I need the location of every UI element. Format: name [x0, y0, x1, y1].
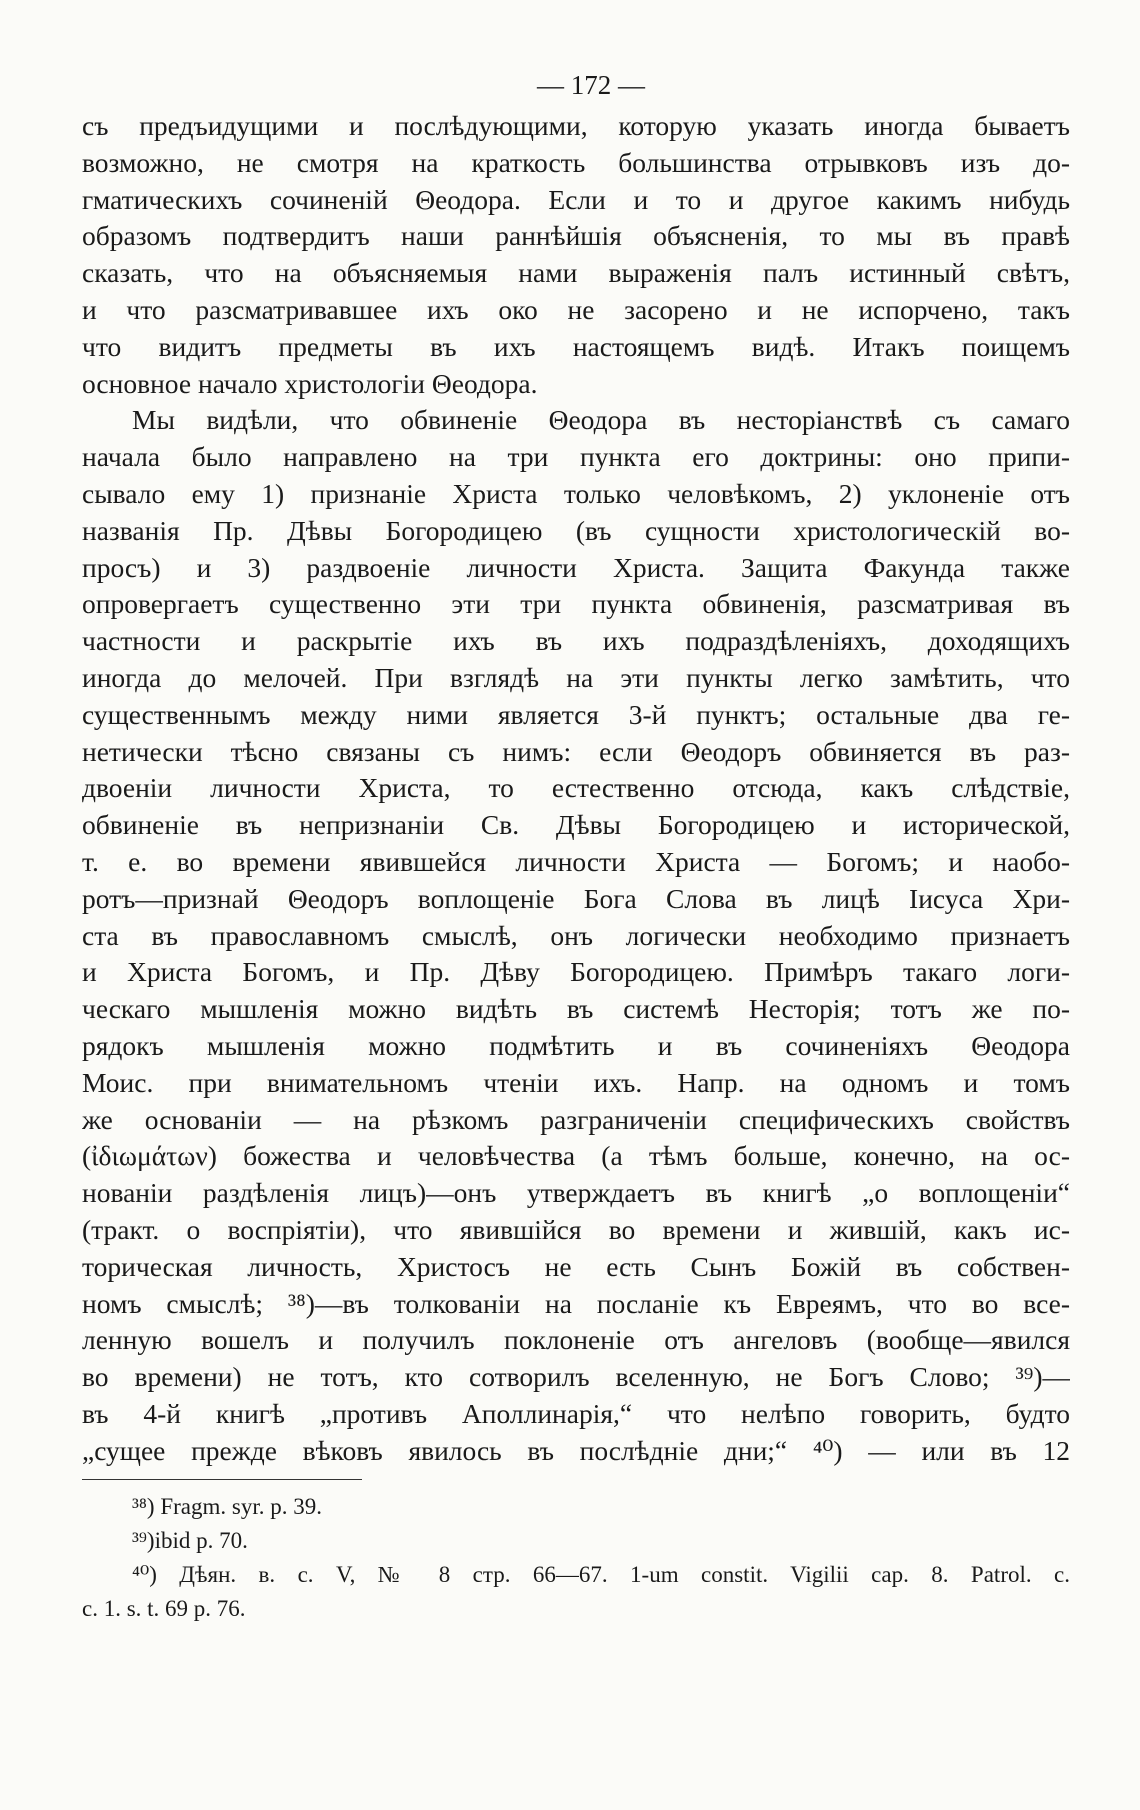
text-line: начала было направлено на три пункта его доктрины: оно припи-: [82, 441, 1070, 473]
text-line: нетически тѣсно связаны съ нимъ: если Θеодоръ обвиняется въ раз-: [82, 735, 1070, 767]
footnote-divider: [82, 1479, 362, 1480]
text-line: Моис. при внимательномъ чтеніи ихъ. Напр. на одномъ и томъ: [82, 1066, 1070, 1098]
text-line: просъ) и 3) раздвоеніе личности Христа. Защита Факунда также: [82, 551, 1070, 583]
text-line: Мы видѣли, что обвиненіе Θеодора въ несторіанствѣ съ самаго: [132, 404, 1070, 436]
text-line: обвиненіе въ непризнаніи Св. Дѣвы Богородицею и исторической,: [82, 809, 1070, 841]
text-line: возможно, не смотря на краткость большинства отрывковъ изъ до-: [82, 146, 1070, 178]
text-line: во времени) не тотъ, кто сотворилъ вселенную, не Богъ Слово; ³⁹)—: [82, 1361, 1070, 1393]
text-line: т. е. во времени явившейся личности Христа — Богомъ; и наобо-: [82, 845, 1070, 877]
text-line: существеннымъ между ними является 3-й пунктъ; остальные два ге-: [82, 698, 1070, 730]
footnotes: [82, 1490, 1070, 1626]
text-line: и что разсматривавшее ихъ око не засорено и не испорчено, такъ: [82, 293, 1070, 325]
text-line: ста въ православномъ смыслѣ, онъ логически необходимо признаетъ: [82, 919, 1070, 951]
text-line: основное начало христологіи Θеодора.: [82, 367, 538, 399]
text-line: названія Пр. Дѣвы Богородицею (въ сущности христологическій во-: [82, 514, 1070, 546]
footnote-line: ⁴⁰) Дѣян. в. с. V, № 8 стр. 66—67. 1-um constit. Vigilii cap. 8. Patrol. c.: [132, 1562, 1070, 1588]
text-line: ленную вошелъ и получилъ поклоненіе отъ ангеловъ (вообще—явился: [82, 1324, 1070, 1356]
text-line: съ предъидущими и послѣдующими, которую указать иногда бываетъ: [82, 110, 1070, 141]
text-line: номъ смыслѣ; ³⁸)—въ толкованіи на посланіе къ Евреямъ, что во все-: [82, 1287, 1070, 1319]
text-line: гматическихъ сочиненій Θеодора. Если и то и другое какимъ нибудь: [82, 183, 1070, 215]
text-line: образомъ подтвердитъ наши раннѣйшія объясненія, то мы въ правѣ: [82, 220, 1070, 252]
text-line: сказать, что на объясняемыя нами выраженія палъ истинный свѣтъ,: [82, 257, 1070, 289]
text-line: иногда до мелочей. При взглядѣ на эти пункты легко замѣтить, что: [82, 661, 1070, 693]
text-line: (тракт. о воспріятіи), что явившійся во времени и жившій, какъ ис-: [82, 1213, 1070, 1245]
text-line: и Христа Богомъ, и Пр. Дѣву Богородицею. Примѣръ такаго логи-: [82, 956, 1070, 988]
text-line: ротъ—признай Θеодоръ воплощеніе Бога Слова въ лицѣ Іисуса Хри-: [82, 882, 1070, 914]
text-line: въ 4-й книгѣ „противъ Аполлинарія,“ что нелѣпо говорить, будто: [82, 1397, 1070, 1429]
text-line: торическая личность, Христосъ не есть Сынъ Божій въ собствен-: [82, 1250, 1070, 1282]
text-line: ческаго мышленія можно видѣть въ системѣ Несторія; тотъ же по-: [82, 993, 1070, 1025]
text-line: же основаніи — на рѣзкомъ разграниченіи специфическихъ свойствъ: [82, 1103, 1070, 1135]
text-line: нованіи раздѣленія лицъ)—онъ утверждаетъ въ книгѣ „о воплощеніи“: [82, 1177, 1070, 1209]
text-line: сывало ему 1) признаніе Христа только человѣкомъ, 2) уклоненіе отъ: [82, 477, 1070, 509]
footnote-line: c. 1. s. t. 69 p. 76.: [82, 1596, 246, 1622]
text-line: рядокъ мышленія можно подмѣтить и въ сочиненіяхъ Θеодора: [82, 1029, 1070, 1061]
text-line: опровергаетъ существенно эти три пункта обвиненія, разсматривая въ: [82, 588, 1070, 620]
text-line: частности и раскрытіе ихъ въ ихъ подраздѣленіяхъ, доходящихъ: [82, 625, 1070, 657]
text-line: двоеніи личности Христа, то естественно отсюда, какъ слѣдствіе,: [82, 772, 1070, 804]
text-line: (ἰδιωμάτων) божества и человѣчества (а тѣмъ больше, конечно, на ос-: [82, 1140, 1070, 1172]
footnote-line: ³⁸) Fragm. syr. p. 39.: [132, 1494, 322, 1520]
footnote-line: ³⁹)ibid p. 70.: [132, 1528, 248, 1554]
body-text: [82, 108, 1070, 1469]
document-page: [82, 62, 1070, 1626]
text-line: что видитъ предметы въ ихъ настоящемъ видѣ. Итакъ поищемъ: [82, 330, 1070, 362]
page-number: — 172 —: [537, 70, 645, 100]
text-line: „сущее прежде вѣковъ явилось въ послѣдніе дни;“ ⁴⁰) — или въ 12: [82, 1434, 1070, 1466]
